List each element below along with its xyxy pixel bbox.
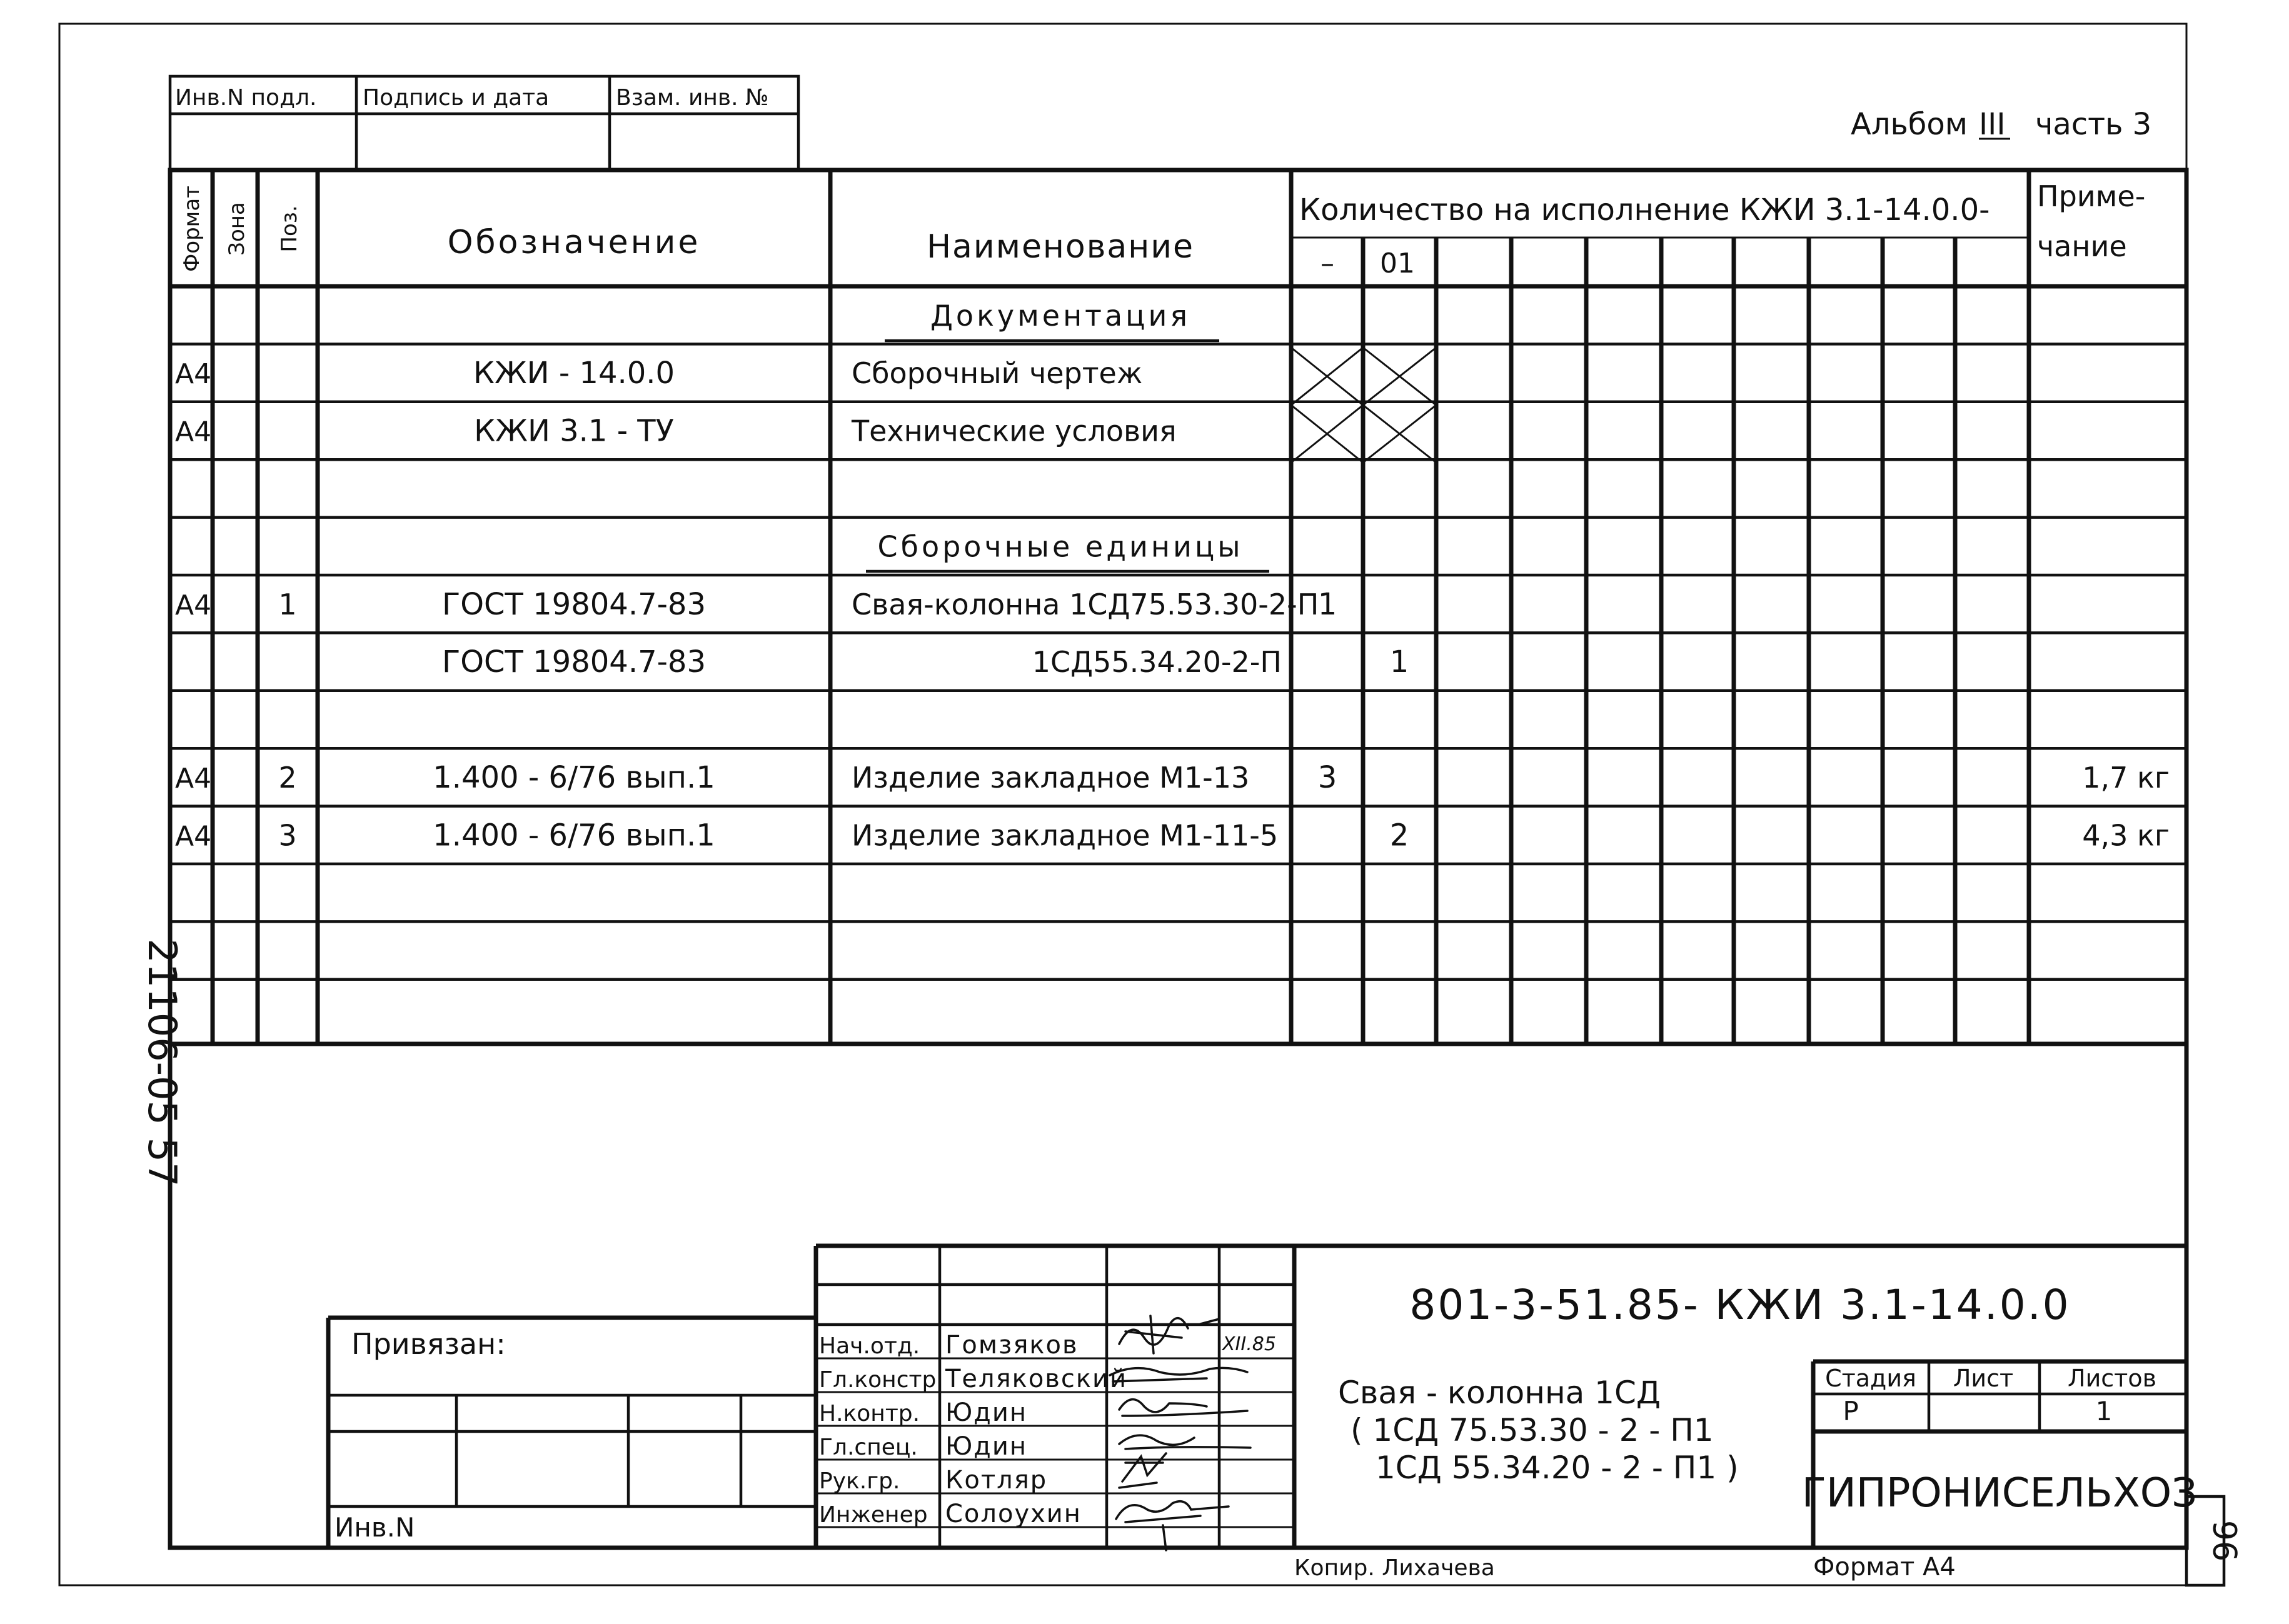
side-number: 21106-05 57	[139, 938, 185, 1187]
approval-sign-label: Подпись и дата	[363, 85, 550, 111]
staff-role: Н.контр.	[819, 1401, 920, 1426]
header-quantity: Количество на исполнение КЖИ 3.1-14.0.0-	[1299, 193, 1990, 228]
row-name: Документация	[930, 298, 1191, 333]
album-number: III	[1979, 107, 2006, 142]
header-name: Наименование	[926, 228, 1195, 266]
row-designation: КЖИ 3.1 - ТУ	[474, 413, 674, 449]
row-qty-01: 1	[1389, 644, 1409, 680]
sheets-value: 1	[2095, 1396, 2113, 1426]
row-position: 3	[278, 818, 297, 853]
staff-name: Гомзяков	[945, 1331, 1079, 1360]
approval-inv-label: Инв.N подл.	[175, 85, 317, 111]
row-note: 4,3 кг	[2082, 818, 2170, 853]
approval-replace-label: Взам. инв. №	[616, 85, 769, 111]
row-format: А4	[175, 820, 212, 853]
staff-name: Солоухин	[945, 1500, 1082, 1528]
staff-role: Гл.констр.	[819, 1367, 943, 1393]
organization-name: ГИПРОНИСЕЛЬХОЗ	[1801, 1470, 2198, 1516]
copied-by: Копир. Лихачева	[1294, 1555, 1495, 1581]
header-note-2: чание	[2037, 229, 2127, 263]
row-designation: КЖИ - 14.0.0	[473, 356, 675, 391]
title-block	[328, 1246, 2197, 1550]
row-qty-base: 3	[1317, 760, 1337, 796]
row-designation: ГОСТ 19804.7-83	[441, 644, 707, 680]
row-format: А4	[175, 358, 212, 391]
staff-name: Теляковский	[945, 1365, 1128, 1393]
header-pos: Поз.	[277, 205, 302, 253]
approval-stamp	[170, 76, 798, 170]
format-label: Формат А4	[1813, 1553, 1956, 1581]
row-name: Изделие закладное М1-13	[852, 761, 1250, 795]
document-code: 801-3-51.85- КЖИ 3.1-14.0.0	[1409, 1281, 2071, 1329]
staff-role: Нач.отд.	[819, 1333, 920, 1359]
row-format: А4	[175, 589, 212, 621]
row-name: Свая-колонна 1СД75.53.30-2-П	[852, 587, 1319, 621]
row-name: 1СД55.34.20-2-П	[1032, 645, 1282, 679]
album-part: часть 3	[2035, 107, 2152, 142]
row-position: 2	[278, 761, 297, 795]
row-name: Изделие закладное М1-11-5	[852, 818, 1279, 853]
stage-value: Р	[1843, 1396, 1859, 1426]
staff-name: Юдин	[945, 1432, 1027, 1461]
staff-role: Гл.спец.	[819, 1435, 918, 1460]
row-position: 1	[278, 587, 297, 621]
signature-date: XII.85	[1222, 1333, 1276, 1355]
stage-label: Стадия	[1825, 1365, 1916, 1392]
staff-name: Котляр	[945, 1466, 1048, 1495]
row-qty-01: 2	[1389, 818, 1409, 853]
header-format: Формат	[179, 186, 204, 272]
row-designation: 1.400 - 6/76 вып.1	[433, 760, 715, 796]
sheets-label: Листов	[2068, 1365, 2156, 1392]
row-format: А4	[175, 763, 212, 795]
row-format: А4	[175, 416, 212, 448]
inv-label: Инв.N	[335, 1512, 415, 1543]
product-line-3: 1СД 55.34.20 - 2 - П1 )	[1376, 1450, 1739, 1486]
sheet-label: Лист	[1953, 1365, 2014, 1392]
product-line-2: ( 1СД 75.53.30 - 2 - П1	[1351, 1412, 1714, 1448]
row-name: Сборочные единицы	[877, 529, 1244, 564]
header-note-1: Приме-	[2037, 179, 2146, 213]
staff-role: Рук.гр.	[819, 1468, 900, 1494]
product-line-1: Свая - колонна 1СД	[1338, 1375, 1661, 1411]
header-qty-01: 01	[1380, 248, 1415, 279]
header-zone: Зона	[224, 202, 249, 256]
header-qty-base: –	[1321, 248, 1334, 279]
page-number: 96	[2205, 1520, 2243, 1562]
staff-name: Юдин	[945, 1398, 1027, 1427]
spec-table	[170, 170, 2186, 1044]
staff-role: Инженер	[819, 1502, 928, 1528]
row-name: Технические условия	[852, 414, 1177, 448]
row-note: 1,7 кг	[2082, 761, 2170, 795]
row-name: Сборочный чертеж	[852, 356, 1143, 391]
row-designation: 1.400 - 6/76 вып.1	[433, 818, 715, 853]
album-label: Альбом	[1851, 107, 1968, 142]
header-designation: Обозначение	[447, 224, 701, 261]
row-designation: ГОСТ 19804.7-83	[441, 586, 707, 622]
row-qty-base: 1	[1317, 586, 1337, 622]
privyazan-label: Привязан:	[351, 1327, 506, 1361]
